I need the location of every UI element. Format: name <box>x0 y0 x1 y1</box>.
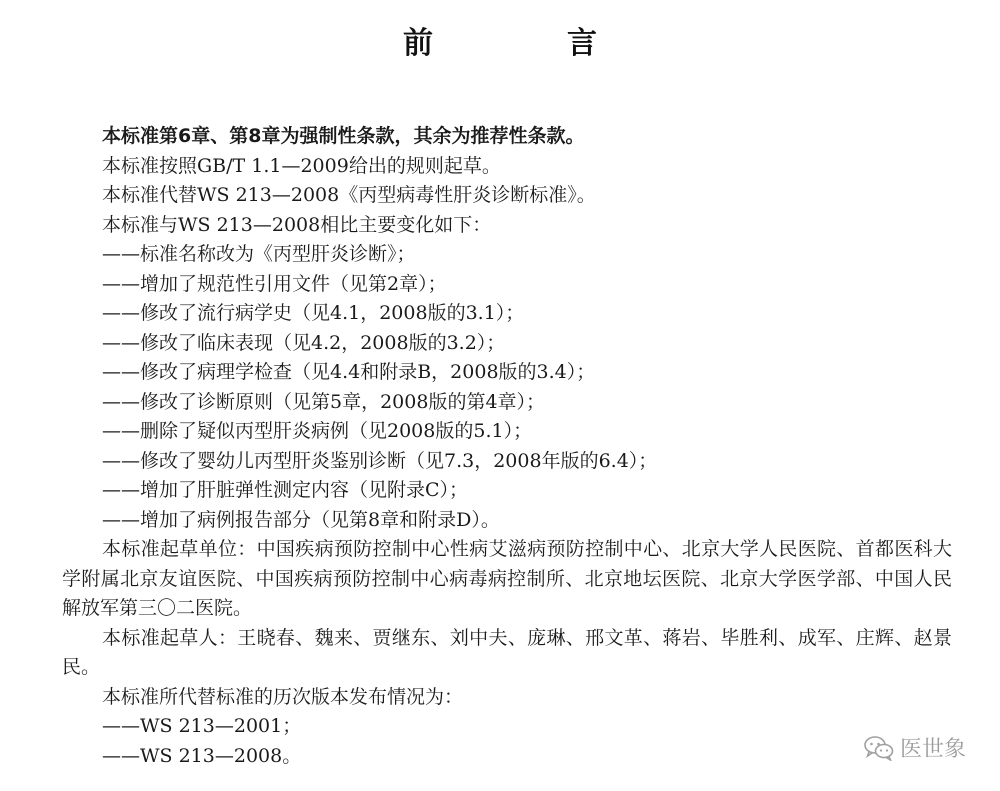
change-item: ——修改了流行病学史（见4.1，2008版的3.1）； <box>102 302 525 324</box>
change-item: ——删除了疑似丙型肝炎病例（见2008版的5.1）； <box>102 420 533 442</box>
paragraph-changes-intro: 本标准与WS 213—2008相比主要变化如下： <box>102 213 492 236</box>
paragraph-drafting-units: 本标准起草单位：中国疾病预防控制中心性病艾滋病预防控制中心、北京大学人民医院、首都医科大学附属北京友谊医院、中国疾病预防控制中心病毒病控制所、北京地坛医院、北京大学医学部、中国人民解放军第三〇二医院。 <box>62 538 952 619</box>
change-item: ——修改了临床表现（见4.2，2008版的3.2）； <box>102 331 506 354</box>
change-item: ——增加了肝脏弹性测定内容（见附录C）； <box>102 479 469 501</box>
change-item: ——修改了诊断原则（见第5章，2008版的第4章）； <box>102 390 546 413</box>
version-item: ——WS 213—2008。 <box>102 744 302 767</box>
version-item: ——WS 213—2001； <box>102 715 302 737</box>
paragraph-version-history: 本标准所代替标准的历次版本发布情况为： <box>102 685 464 708</box>
change-item: ——标准名称改为《丙型肝炎诊断》； <box>102 243 416 265</box>
wechat-icon <box>864 735 894 761</box>
change-item: ——增加了规范性引用文件（见第2章）； <box>102 272 447 295</box>
watermark <box>864 732 966 763</box>
paragraph-replaces: 本标准代替WS 213—2008《丙型病毒性肝炎诊断标准》。 <box>102 184 596 206</box>
change-item: ——修改了婴幼儿丙型肝炎鉴别诊断（见7.3，2008年版的6.4）； <box>102 449 658 472</box>
watermark-text: 医世象 <box>899 737 966 762</box>
page-title: 前 言 <box>403 26 649 61</box>
change-item: ——修改了病理学检查（见4.4和附录B，2008版的3.4）； <box>102 361 596 383</box>
paragraph-drafters: 本标准起草人：王晓春、魏来、贾继东、刘中夫、庞琳、邢文革、蒋岩、毕胜利、成军、庄辉、赵景民。 <box>62 626 952 678</box>
document-body <box>62 122 952 771</box>
paragraph-drafting-rules: 本标准按照GB/T 1.1—2009给出的规则起草。 <box>102 154 501 177</box>
paragraph-mandatory-clauses: 本标准第6章、第8章为强制性条款，其余为推荐性条款。 <box>102 125 585 147</box>
change-item: ——增加了病例报告部分（见第8章和附录D）。 <box>102 508 500 531</box>
